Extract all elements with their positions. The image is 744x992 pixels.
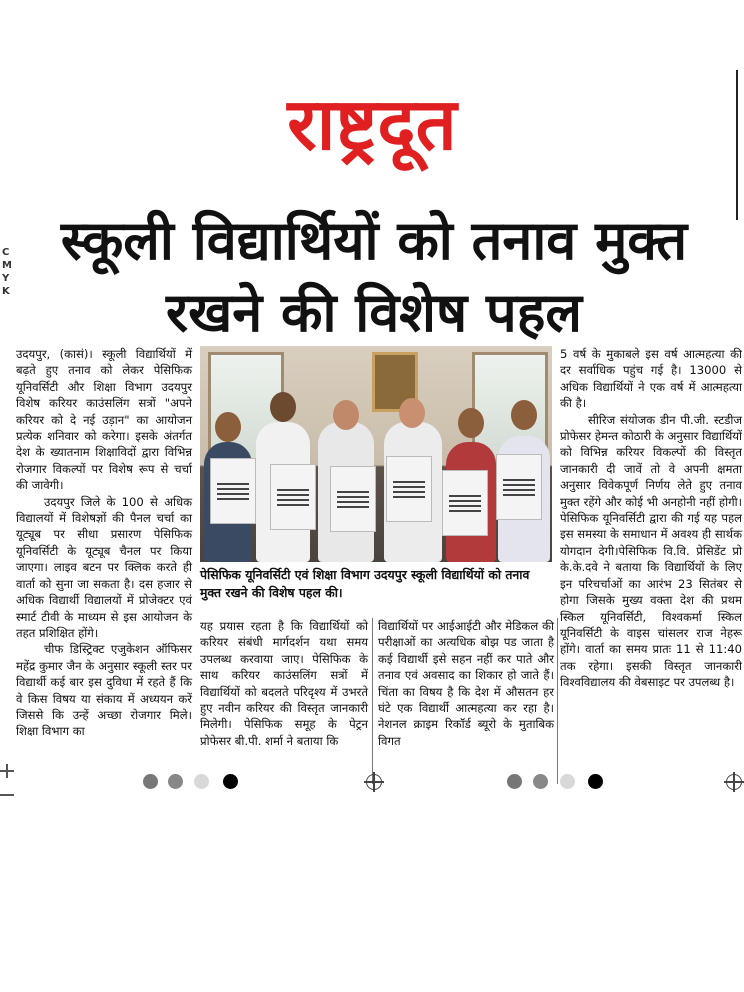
headline-line-2: रखने की विशेष पहल [166,280,582,344]
paragraph: यह प्रयास रहता है कि विद्यार्थियों को करियर संबंधी मार्गदर्शन यथा समय उपलब्ध करवाया जाए। पेसिफिक के साथ करियर काउंसलिंग सत्रों में विद्यार्थियों को बदलते परिदृश्य में उभरते हुए नवीन करियर की विस्तृत जानकारी मिलेगी। पेसिफिक समूह के पेट्रन प्रोफेसर बी.पी. शर्मा ने बताया कि [200,619,368,748]
booklet [270,464,316,530]
booklet [442,470,488,536]
cmyk-m: M [2,260,12,271]
registration-dot [194,774,209,789]
person-head [270,392,296,422]
person-head [458,408,484,438]
cmyk-print-marks [2,246,12,298]
registration-target-icon [366,774,382,790]
newspaper-masthead: राष्ट्रदूत [287,82,457,166]
registration-dot [560,774,575,789]
registration-dot [168,774,183,789]
paragraph: उदयपुर, (कासं)। स्कूली विद्यार्थियों में बढ़ते हुए तनाव को लेकर पेसिफिक यूनिवर्सिटी और शिक्षा विभाग उदयपुर विशेष करियर काउंसलिंग सत्रों "अपने करियर को दे नई उड़ान" का आयोजन प्रत्येक शनिवार को करेगा। इसके अंतर्गत देश के ख्यातनाम शिक्षाविदों द्वारा विभिन्न रोजगार विकल्पों पर विशेष रूप से चर्चा की जावेगी। [16,347,192,493]
article-column-2 [200,618,368,749]
booklet [330,466,376,532]
headline-line-1: स्कूली विद्यार्थियों को तनाव मुक्त [60,208,688,272]
paragraph: 5 वर्ष के मुकाबले इस वर्ष आत्महत्या की दर सर्वाधिक पहुंच गई है। 13000 से अधिक विद्यार्थियों ने एक वर्ष में आत्महत्या की है। [560,347,742,411]
article-column-4 [560,346,742,691]
paragraph: उदयपुर जिले के 100 से अधिक विद्यालयों में विशेषज्ञों की पैनल चर्चा का यूट्यूब पर सीधा प्रसारण पेसिफिक यूनिवर्सिटी के यूट्यूब चैनल पर किया जाएगा। लाइव बटन पर क्लिक करते ही वार्ता को सुना जा सकता है। दस हजार से अधिक विद्यार्थी विद्यालयों में प्रोजेक्टर एवं स्मार्ट टीवी के माध्यम से इस आयोजन के तहत प्रशिक्षित होंगे। [16,494,192,640]
cmyk-y: Y [2,273,10,284]
paragraph: विद्यार्थियों पर आईआईटी और मेडिकल की परीक्षाओं का अत्यधिक बोझ पड जाता है कई विद्यार्थी इसे सहन नहीं कर पाते और तनाव एवं अवसाद का शिकार हो जाते हैं। चिंता का विषय है कि देश में औसतन हर घंटे एक विद्यार्थी आत्महत्या कर रहा है। नेशनल क्राइम रिकॉर्ड ब्यूरो के मुताबिक विगत [378,619,554,748]
article-headline [14,204,734,348]
margin-rule [736,70,738,220]
column-divider [372,618,373,784]
registration-dot [533,774,548,789]
booklet [210,458,256,524]
person-head [399,398,425,428]
registration-dot [143,774,158,789]
paragraph: चीफ डिस्ट्रिक्ट एजुकेशन ऑफिसर महेंद्र कुमार जैन के अनुसार स्कूली स्तर पर विद्यार्थी कई बार इस दुविधा में रहते हैं कि वे किस विषय या संकाय में अध्ययन करें जिससे कि उन्हें अच्छा रोजगार मिले। शिक्षा विभाग का [16,642,192,739]
registration-target-icon [726,774,742,790]
cmyk-c: C [2,247,10,258]
registration-dot [223,774,238,789]
person-head [511,400,537,430]
paragraph: सीरिज संयोजक डीन पी.जी. स्टडीज प्रोफेसर हेमन्त कोठारी के अनुसार विद्यार्थियों को विभिन्न करियर विकल्पों की विस्तृत जानकारी दी जावें तो वे अपनी क्षमता अनुसार विवेकपूर्ण निर्णय लेते हुए तनाव मुक्त रहेंगे और कोई भी अनहोनी नहीं होगी। पेसिफिक यूनिवर्सिटी द्वारा की गई यह पहल इस समस्या के समाधान में अवश्य ही सार्थक योगदान देगी।पेसिफिक वि.वि. प्रेसिडेंट प्रो के.के.दवे ने बताया कि विद्यार्थियों के लिए इन परिचर्चाओं का आरंभ 23 सितंबर से होगा जिसके मुख्य वक्ता देश की प्रथम स्किल यूनिवर्सिटी, विश्वकर्मा स्किल यूनिवर्सिटी के वाइस चांसलर राज नेहरू होंगे। वार्ता का समय प्रातः 11 से 11:40 तक रहेगा। इसकी विस्तृत जानकारी विश्वविद्यालय की वेबसाइट पर उपलब्ध है। [560,412,742,690]
booklet [496,454,542,520]
crop-mark [0,794,14,796]
news-photo [200,346,552,562]
registration-dot [588,774,603,789]
column-divider [557,618,558,784]
registration-dot [507,774,522,789]
booklet [386,456,432,522]
photo-caption: पेसिफिक यूनिवर्सिटी एवं शिक्षा विभाग उदयपुर स्कूली विद्यार्थियों को तनाव मुक्त रखने की विशेष पहल की। [200,567,530,600]
person-head [333,400,359,430]
cmyk-k: K [2,286,10,297]
article-column-1 [16,346,192,740]
article-column-3 [378,618,554,749]
crop-mark [6,764,8,778]
person-head [215,412,241,442]
